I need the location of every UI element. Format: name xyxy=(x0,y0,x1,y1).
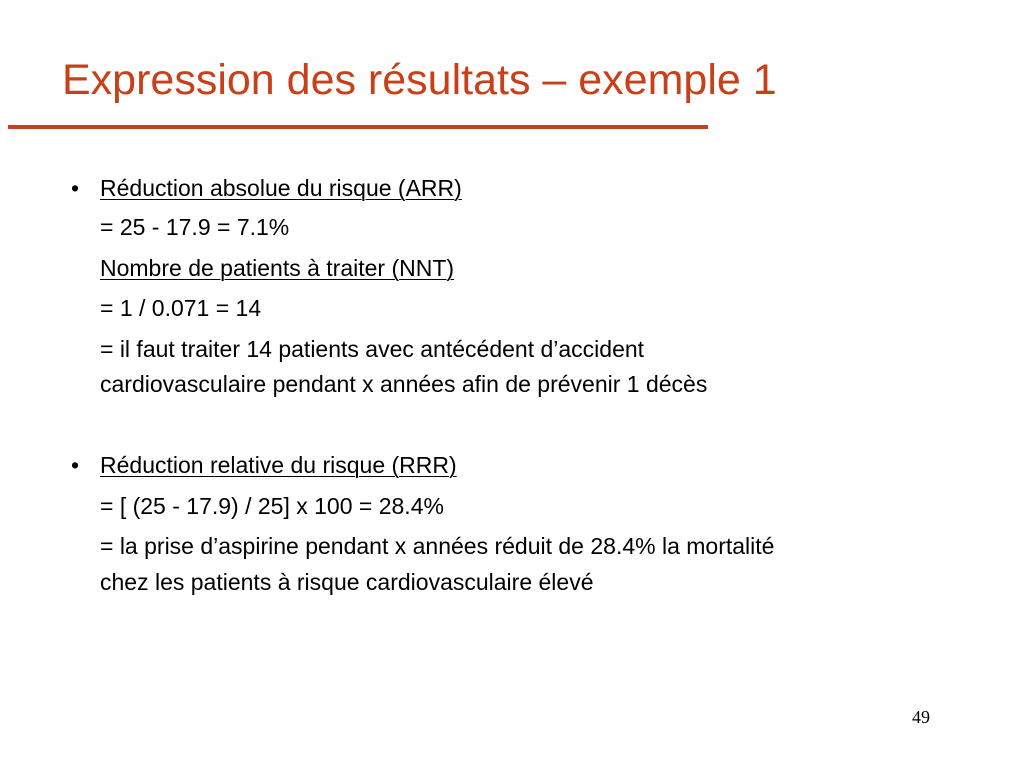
rrr-heading: Réduction relative du risque (RRR) xyxy=(100,452,457,478)
nnt-formula: = 1 / 0.071 = 14 xyxy=(100,295,262,321)
slide-title: Expression des résultats – exemple 1 xyxy=(62,56,777,104)
nnt-interpretation-line-2: cardiovasculaire pendant x années afin de prévenir 1 décès xyxy=(100,371,708,397)
bullet-marker-rrr: • xyxy=(71,452,80,478)
rrr-interpretation-line-2: chez les patients à risque cardiovasculaire élevé xyxy=(100,569,594,595)
page-number: 49 xyxy=(912,707,930,727)
bullet-marker-arr: • xyxy=(71,175,80,201)
rrr-formula: = [ (25 - 17.9) / 25] x 100 = 28.4% xyxy=(100,493,444,519)
rrr-interpretation-line-1: = la prise d’aspirine pendant x années réduit de 28.4% la mortalité xyxy=(100,533,775,559)
arr-heading: Réduction absolue du risque (ARR) xyxy=(100,175,462,201)
arr-formula: = 25 - 17.9 = 7.1% xyxy=(100,214,290,240)
nnt-heading: Nombre de patients à traiter (NNT) xyxy=(100,255,455,281)
nnt-interpretation-line-1: = il faut traiter 14 patients avec antécédent d’accident xyxy=(100,336,645,362)
